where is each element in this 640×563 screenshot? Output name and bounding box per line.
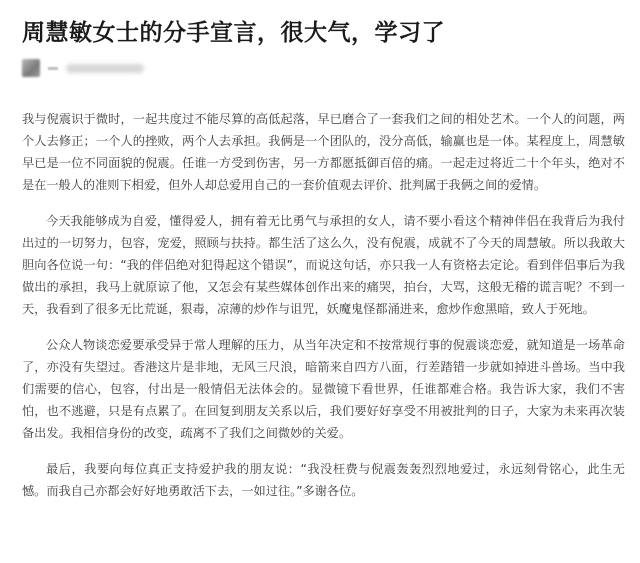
article-paragraph: 最后，我要向每位真正支持爱护我的朋友说：“我没枉费与倪震轰轰烈烈地爱过，永远刻骨铭心，此生无憾。而我自己亦都会好好地勇敢活下去，一如过往。”多谢各位。 (22, 462, 625, 498)
author-separator (48, 67, 58, 70)
author-avatar (22, 59, 40, 77)
article-paragraph: 公众人物谈恋爱要承受异于常人理解的压力，从当年决定和不按常规行事的倪震谈恋爱，就知道是一场革命了，亦没有失望过。香港这片是非地，无风三尺浪，暗箭来自四方八面，行差踏错一步就如掉进斗兽场。当中我们需要的信心，包容，付出是一般情侣无法体会的。显微镜下看世界，任谁都难合格。我告诉大家，我们不害怕，也不逃避，只是有点累了。在回复到朋友关系以后，我们要好好享受不用被批判的日子，大家为未来再次装备出发。我相信身份的改变，疏离不了我们之间微妙的关爱。 (22, 338, 625, 440)
author-info (22, 58, 144, 78)
author-name-blurred (66, 64, 144, 73)
article-paragraph: 我与倪震识于微时，一起共度过不能尽算的高低起落，早已磨合了一套我们之间的相处艺术。一个人的问题，两个人去修正；一个人的挫败，两个人去承担。我俩是一个团队的，没分高低，输赢也是一体。某程度上，周慧敏早已是一位不同面貌的倪震。任谁一方受到伤害，另一方都愿抵御百倍的痛。一起走过将近二十个年头，绝对不是在一般人的准则下相爱，但外人却总爱用自己的一套价值观去评价、批判属于我俩之间的爱情。 (22, 112, 625, 192)
article-body (22, 108, 625, 516)
article-title: 周慧敏女士的分手宣言，很大气，学习了 (22, 20, 445, 46)
article-paragraph: 今天我能够成为自爱，懂得爱人，拥有着无比勇气与承担的女人，请不要小看这个精神伴侣在我背后为我付出过的一切努力，包容，宠爱，照顾与扶持。都生活了这么久，没有倪震，成就不了今天的周慧敏。所以我敢大胆向各位说一句：“我的伴侣绝对犯得起这个错误”，而说这句话，亦只我一人有资格去定论。看到伴侣事后为我做出的承担，我马上就原谅了他，又怎会有某些媒体创作出来的痛哭，拍台，大骂，这般无稽的谎言呢？不到一天，我看到了很多无比荒诞，狠毒，凉薄的炒作与诅咒，妖魔鬼怪都涌进来，愈炒作愈黑暗，致人于死地。 (22, 214, 625, 316)
